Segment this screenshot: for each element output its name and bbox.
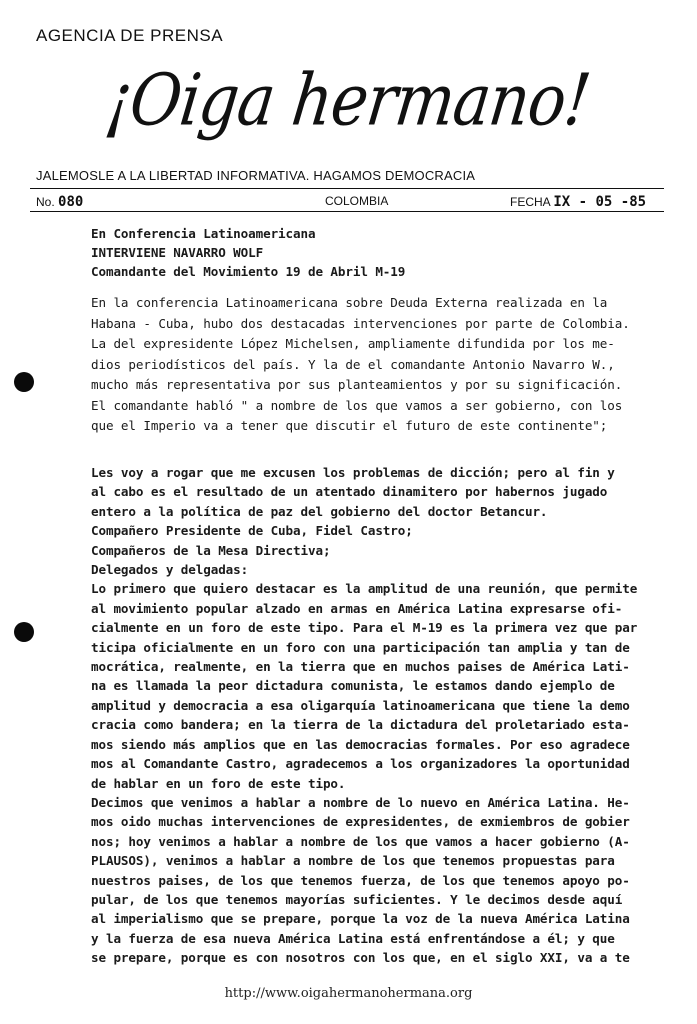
header-rule-top	[30, 188, 664, 189]
punch-hole-bottom	[14, 622, 34, 642]
speech-line: y la fuerza de esa nueva América Latina está enfrentándose a él; y que	[91, 930, 615, 946]
issue-number: 080	[58, 194, 84, 210]
speech-line: de hablar en un foro de este tipo.	[91, 775, 346, 791]
speech-line: al movimiento popular alzado en armas en América Latina expresarse ofi-	[91, 600, 623, 616]
intro-line: En la conferencia Latinoamericana sobre Deuda Externa realizada en la	[91, 295, 608, 310]
speech-line: cialmente en un foro de este tipo. Para el M-19 es la primera vez que par	[91, 620, 638, 636]
speech-line: amplitud y democracia a esa oligarquía latinoamericana que tiene la demo	[91, 697, 630, 713]
speech-line: mocrática, realmente, en la tierra que en muchos paises de América Lati-	[91, 659, 630, 675]
header-rule-bottom	[30, 211, 664, 212]
agency-label: AGENCIA DE PRENSA	[36, 26, 224, 45]
intro-line: La del expresidente López Michelsen, ampliamente difundida por los me-	[91, 336, 615, 351]
speech-line: cracia como bandera; en la tierra de la dictadura del proletariado esta-	[91, 717, 630, 733]
issue-label: No.	[36, 195, 55, 209]
speech-line: Decimos que venimos a hablar a nombre de lo nuevo en América Latina. He-	[91, 794, 630, 810]
headline-line: Comandante del Movimiento 19 de Abril M-19	[91, 264, 406, 279]
speech-body	[91, 463, 671, 968]
speech-line: mos siendo más amplios que en las democracias formales. Por eso agradece	[91, 736, 630, 752]
speech-line: nos; hoy venimos a hablar a nombre de los que vamos a hacer gobierno (A-	[91, 833, 630, 849]
masthead-title: ¡Oiga hermano!	[101, 58, 595, 142]
headline-line: En Conferencia Latinoamericana	[91, 226, 316, 241]
country-field: COLOMBIA	[325, 194, 389, 208]
speech-line: nuestros paises, de los que tenemos fuerza, de los que tenemos apoyo po-	[91, 872, 630, 888]
intro-line: Habana - Cuba, hubo dos destacadas intervenciones por parte de Colombia.	[91, 315, 630, 331]
intro-line: mucho más representativa por sus planteamientos y por su significación.	[91, 377, 623, 392]
punch-hole-top	[14, 372, 34, 392]
article-headline	[91, 224, 671, 281]
speech-line: se prepare, porque es con nosotros con los que, en el siglo XXI, va a te	[91, 950, 630, 966]
slogan: JALEMOSLE A LA LIBERTAD INFORMATIVA. HAGAMOS DEMOCRACIA	[36, 168, 476, 183]
speech-line: Compañeros de la Mesa Directiva;	[91, 542, 331, 558]
speech-line: pular, de los que tenemos mayorías suficientes. Y le decimos desde aquí	[91, 891, 623, 907]
date-label: FECHA	[510, 195, 551, 209]
date-value: IX - 05 -85	[553, 194, 647, 210]
speech-line: al imperialismo que se prepare, porque la voz de la nueva América Latina	[91, 911, 630, 927]
headline-line: INTERVIENE NAVARRO WOLF	[91, 245, 264, 260]
speech-line: entero a la política de paz del gobierno del doctor Betancur.	[91, 503, 548, 519]
speech-line: al cabo es el resultado de un atentado dinamitero por habernos jugado	[91, 484, 608, 500]
speech-line: Les voy a rogar que me excusen los problemas de dicción; pero al fin y	[91, 465, 615, 480]
speech-line: mos al Comandante Castro, agradecemos a los organizadores la oportunidad	[91, 756, 630, 772]
issue-field	[36, 194, 83, 210]
speech-line: na es llamada la peor dictadura comunista, le estamos dando ejemplo de	[91, 678, 615, 694]
intro-line: dios periodísticos del país. Y la de el comandante Antonio Navarro W.,	[91, 356, 615, 372]
speech-line: Lo primero que quiero destacar es la amplitud de una reunión, que permite	[91, 581, 638, 597]
footer-url: http://www.oigahermanohermana.org	[224, 986, 473, 1001]
intro-line: El comandante habló " a nombre de los que vamos a ser gobierno, con los	[91, 397, 623, 413]
speech-line: mos oido muchas intervenciones de expresidentes, de exmiembros de gobier	[91, 814, 630, 830]
speech-line: PLAUSOS), venimos a hablar a nombre de los que tenemos propuestas para	[91, 853, 615, 869]
intro-line: que el Imperio va a tener que discutir el futuro de este continente";	[91, 418, 608, 433]
date-field	[510, 194, 646, 210]
intro-paragraph	[91, 293, 671, 437]
speech-line: ticipa oficialmente en un foro con una participación tan amplia y tan de	[91, 639, 630, 655]
speech-line: Compañero Presidente de Cuba, Fidel Castro;	[91, 523, 413, 539]
speech-line: Delegados y delgadas:	[91, 562, 249, 578]
